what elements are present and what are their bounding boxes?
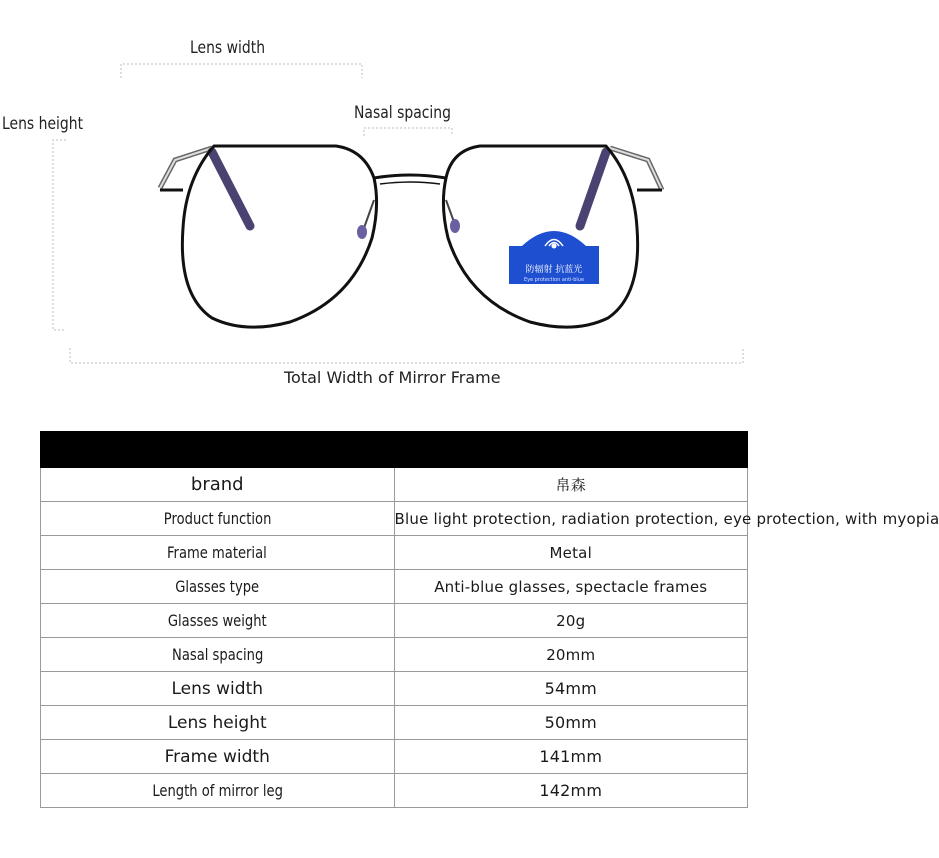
spec-value: 50mm (394, 706, 748, 740)
spec-value: 帛森 (394, 468, 748, 502)
spec-key: Nasal spacing (41, 638, 395, 672)
spec-key: Glasses weight (41, 604, 395, 638)
glasses-diagram (0, 0, 790, 420)
bridge (374, 175, 446, 178)
spec-key: brand (41, 468, 395, 502)
spec-value: 20g (394, 604, 748, 638)
frame (160, 146, 662, 327)
spec-value: Metal (394, 536, 748, 570)
spec-value: Blue light protection, radiation protection, eye protection, with myopia (394, 502, 748, 536)
right-nose-pad (450, 219, 460, 233)
anti-blue-badge (509, 231, 599, 284)
table-row (41, 774, 748, 808)
top-bar (380, 182, 440, 184)
table-row (41, 502, 748, 536)
spec-value: 20mm (394, 638, 748, 672)
table-header-bar (41, 432, 748, 468)
total-width-label: Total Width of Mirror Frame (284, 368, 501, 387)
table-row (41, 536, 748, 570)
nasal-spacing-line (364, 128, 452, 136)
lens-width-label: Lens width (190, 38, 266, 58)
left-temple-tip (212, 152, 250, 226)
badge-line1: 防辐射 抗蓝光 (525, 265, 583, 275)
total-width-line (70, 348, 743, 363)
spec-key: Product function (41, 502, 395, 536)
spec-value: Anti-blue glasses, spectacle frames (394, 570, 748, 604)
spec-key: Glasses type (41, 570, 395, 604)
dimension-lines (53, 64, 743, 363)
right-pad-arm (446, 200, 454, 222)
temples (160, 148, 662, 226)
spec-key: Lens width (41, 672, 395, 706)
spec-key: Frame width (41, 740, 395, 774)
spec-key: Lens height (41, 706, 395, 740)
table-row (41, 604, 748, 638)
table-row (41, 672, 748, 706)
nasal-spacing-label: Nasal spacing (354, 103, 451, 123)
table-row (41, 706, 748, 740)
spec-value: 141mm (394, 740, 748, 774)
spec-value: 142mm (394, 774, 748, 808)
spec-key: Frame material (41, 536, 395, 570)
right-temple-arm (610, 148, 662, 190)
spec-value: 54mm (394, 672, 748, 706)
left-rim (182, 146, 376, 327)
left-temple-arm (160, 148, 212, 188)
right-temple-tip (580, 152, 606, 226)
badge-line2: Eye protection anti-blue (523, 277, 585, 283)
lens-height-label: Lens height (2, 114, 84, 134)
table-row (41, 740, 748, 774)
lens-width-line (121, 64, 362, 78)
left-pad-arm (364, 200, 374, 228)
spec-key: Length of mirror leg (41, 774, 395, 808)
lens-height-line (53, 140, 66, 330)
left-nose-pad (357, 225, 367, 239)
table-row (41, 638, 748, 672)
table-row (41, 468, 748, 502)
table-row (41, 570, 748, 604)
spec-table (40, 431, 939, 808)
